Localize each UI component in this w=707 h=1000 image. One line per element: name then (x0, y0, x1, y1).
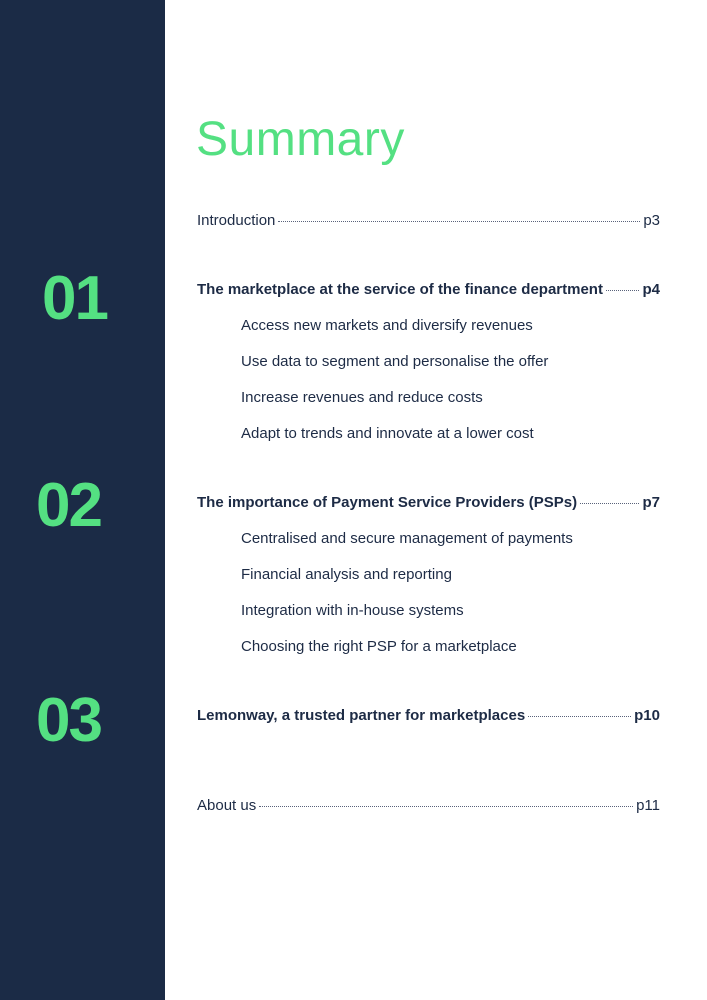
toc-subitem[interactable]: Adapt to trends and innovate at a lower cost (241, 425, 534, 442)
toc-entry-label: The marketplace at the service of the finance department (197, 281, 603, 298)
toc-subitem[interactable]: Choosing the right PSP for a marketplace (241, 638, 517, 655)
dot-leader (278, 221, 640, 222)
toc-entry-section-2[interactable] (197, 494, 660, 511)
toc-subitem[interactable]: Access new markets and diversify revenues (241, 317, 533, 334)
toc-page-number: p10 (634, 707, 660, 724)
dot-leader (259, 806, 633, 807)
toc-page-number: p3 (643, 212, 660, 229)
sidebar (0, 0, 165, 1000)
dot-leader (606, 290, 640, 291)
toc-page-number: p11 (636, 797, 660, 814)
dot-leader (580, 503, 639, 504)
section-number-03: 03 (36, 686, 101, 755)
toc-entry-introduction[interactable] (197, 212, 660, 229)
toc-subitem[interactable]: Increase revenues and reduce costs (241, 389, 483, 406)
toc-entry-section-3[interactable] (197, 707, 660, 724)
toc-entry-label: Introduction (197, 212, 276, 229)
section-number-01: 01 (42, 264, 107, 333)
page-title: Summary (196, 113, 405, 166)
toc-entry-label: About us (197, 797, 257, 814)
toc-entry-about-us[interactable] (197, 797, 660, 814)
toc-subitem[interactable]: Financial analysis and reporting (241, 566, 452, 583)
toc-subitem[interactable]: Use data to segment and personalise the offer (241, 353, 549, 370)
toc-subitem[interactable]: Integration with in-house systems (241, 602, 464, 619)
toc-entry-section-1[interactable] (197, 281, 660, 298)
toc-page-number: p7 (642, 494, 660, 511)
section-number-02: 02 (36, 471, 101, 540)
toc-subitem[interactable]: Centralised and secure management of payments (241, 530, 573, 547)
toc-entry-label: The importance of Payment Service Providers (PSPs) (197, 494, 578, 511)
dot-leader (528, 716, 631, 717)
toc-page-number: p4 (642, 281, 660, 298)
toc-entry-label: Lemonway, a trusted partner for marketplaces (197, 707, 526, 724)
